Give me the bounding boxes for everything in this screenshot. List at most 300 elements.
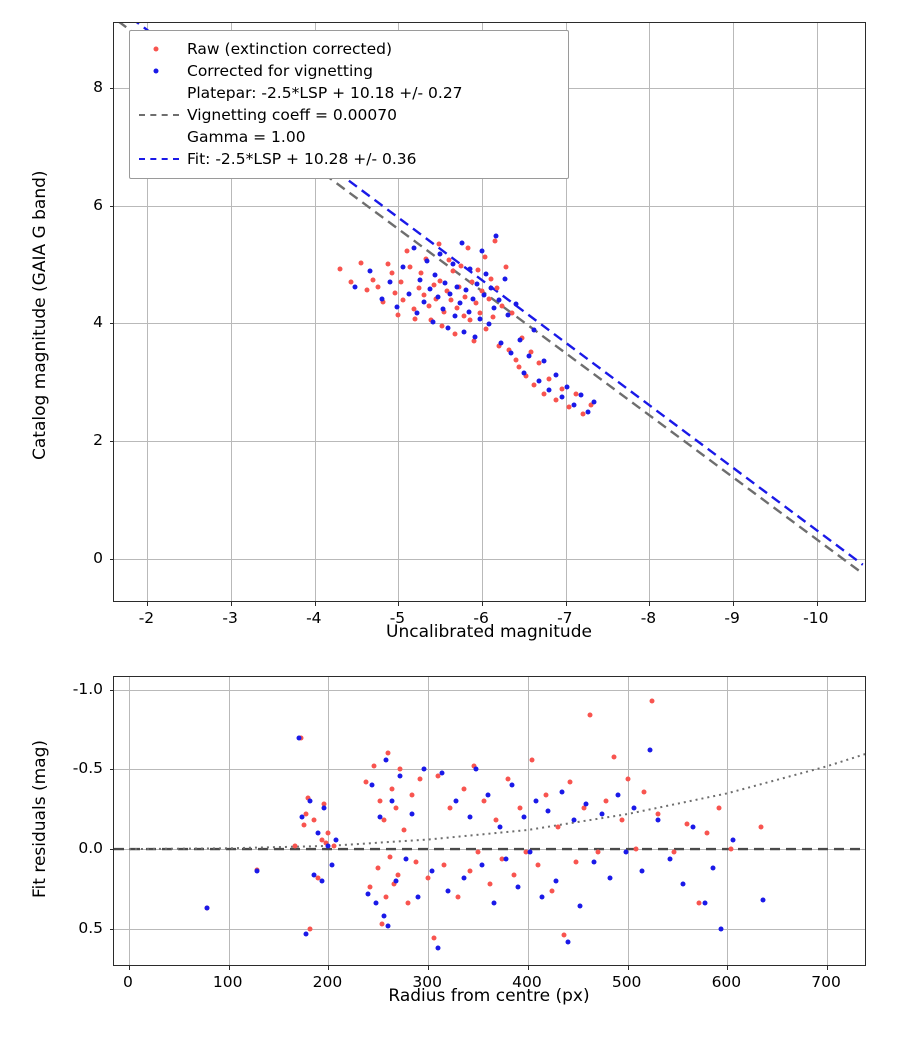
data-point [497,824,502,829]
data-point [475,268,480,273]
data-point [499,341,504,346]
data-point [547,388,552,393]
data-point [430,869,435,874]
data-point [254,869,259,874]
data-point [446,888,451,893]
data-point [204,906,209,911]
data-point [492,238,497,243]
data-point [639,869,644,874]
legend-label-platepar [187,82,463,148]
tick-label-x: 700 [811,973,841,991]
data-point [478,310,483,315]
data-point [292,843,297,848]
data-point [382,914,387,919]
tick-mark-x [328,966,329,970]
data-point [394,805,399,810]
tick-mark-x [129,966,130,970]
data-point [516,364,521,369]
data-point [398,767,403,772]
data-point [474,301,479,306]
data-point [453,314,458,319]
data-point [475,282,480,287]
data-point [503,265,508,270]
data-point [386,923,391,928]
data-point [537,379,542,384]
data-point [418,776,423,781]
data-point [559,395,564,400]
data-point [461,314,466,319]
data-point [545,808,550,813]
data-point [573,859,578,864]
data-point [535,863,540,868]
data-point [711,866,716,871]
data-point [380,921,385,926]
data-point [625,776,630,781]
data-point [542,391,547,396]
data-point [477,316,482,321]
data-point [296,735,301,740]
tick-mark-x [229,966,230,970]
data-point [515,885,520,890]
legend-item-corrected [139,60,559,82]
data-point [465,245,470,250]
data-point [455,284,460,289]
data-point [532,383,537,388]
data-point [633,847,638,852]
data-point [526,354,531,359]
tick-label-x: 300 [412,973,442,991]
data-point [533,799,538,804]
data-point [406,291,411,296]
tick-mark-y [110,441,114,442]
data-point [422,767,427,772]
tick-mark-x [315,602,316,606]
data-point [482,255,487,260]
data-point [448,291,453,296]
data-point [452,331,457,336]
data-point [455,305,460,310]
data-point [484,327,489,332]
data-point [432,936,437,941]
tick-mark-x [628,966,629,970]
data-point [585,409,590,414]
data-point [509,350,514,355]
data-point [337,267,342,272]
legend-marker-raw [139,42,179,56]
data-point [491,901,496,906]
data-point [592,400,597,405]
data-point [542,358,547,363]
ax2-plot-area [114,677,865,965]
data-point [302,823,307,828]
data-point [655,818,660,823]
data-point [445,326,450,331]
data-point [486,322,491,327]
data-point [555,824,560,829]
data-point [300,815,305,820]
data-point [460,241,465,246]
line-vignetting-curve [129,753,865,849]
data-point [379,296,384,301]
data-point [308,799,313,804]
tick-mark-x [231,602,232,606]
data-point [326,843,331,848]
data-point [731,837,736,842]
data-point [461,329,466,334]
data-point [454,799,459,804]
data-point [466,309,471,314]
ax2-xlabel: Radius from centre (px) [388,986,590,1006]
data-point [428,287,433,292]
data-point [543,792,548,797]
tick-mark-x [733,602,734,606]
tick-label-x: 400 [512,973,542,991]
data-point [482,799,487,804]
ax1-xlabel: Uncalibrated magnitude [386,622,592,642]
data-point [521,815,526,820]
data-point [378,815,383,820]
data-point [320,878,325,883]
data-point [388,855,393,860]
data-point [565,939,570,944]
data-point [352,284,357,289]
data-point [366,891,371,896]
tick-label-x: 600 [711,973,742,991]
tick-mark-x [827,966,828,970]
tick-label-y: 6 [93,195,103,214]
data-point [463,294,468,299]
data-point [717,805,722,810]
data-point [322,805,327,810]
data-point [539,894,544,899]
data-point [448,805,453,810]
data-point [358,261,363,266]
tick-label-x: -5 [389,609,406,627]
fit-residuals-axes [113,676,866,966]
data-point [489,285,494,290]
data-point [364,288,369,293]
tick-label-y: 4 [93,313,103,332]
data-point [473,335,478,340]
tick-label-x: -3 [222,609,238,627]
data-point [436,241,441,246]
legend-marker-platepar [139,82,179,148]
data-point [467,318,472,323]
data-point [559,789,564,794]
tick-mark-x [817,602,818,606]
data-point [393,290,398,295]
data-point [390,786,395,791]
legend-item-fit [139,148,559,170]
data-point [486,296,491,301]
tick-label-y: 2 [93,431,103,450]
data-point [549,888,554,893]
legend-label-corrected: Corrected for vignetting [187,62,373,80]
data-point [521,370,526,375]
data-point [503,856,508,861]
data-point [364,780,369,785]
data-point [433,273,438,278]
data-point [382,818,387,823]
data-point [386,751,391,756]
data-point [641,789,646,794]
tick-mark-x [398,602,399,606]
legend-platepar-line3: Gamma = 1.00 [187,128,306,146]
data-point [464,288,469,293]
data-point [396,872,401,877]
data-point [312,818,317,823]
data-point [406,901,411,906]
data-point [578,393,583,398]
tick-mark-y [110,206,114,207]
tick-label-y: 0.5 [78,918,103,937]
data-point [591,859,596,864]
tick-label-x: 0 [123,973,133,991]
data-point [326,831,331,836]
data-point [424,259,429,264]
data-point [553,878,558,883]
data-point [565,384,570,389]
data-point [440,306,445,311]
data-point [370,783,375,788]
data-point [421,293,426,298]
tick-mark-y [110,929,114,930]
data-point [411,245,416,250]
data-point [532,328,537,333]
legend-marker-fit [139,152,179,166]
data-point [468,815,473,820]
data-point [316,831,321,836]
data-point [495,285,500,290]
data-point [410,792,415,797]
tick-label-x: -8 [640,609,657,627]
data-point [414,310,419,315]
tick-mark-x [147,602,148,606]
data-point [647,748,652,753]
data-point [681,882,686,887]
data-point [368,269,373,274]
data-point [384,757,389,762]
data-point [414,859,419,864]
tick-mark-y [110,88,114,89]
data-point [394,304,399,309]
tick-label-x: -10 [803,609,829,627]
data-point [457,301,462,306]
tick-mark-x [428,966,429,970]
data-point [426,303,431,308]
data-point [577,904,582,909]
data-point [691,824,696,829]
data-point [312,872,317,877]
data-point [449,297,454,302]
data-point [404,856,409,861]
data-point [372,764,377,769]
data-point [462,786,467,791]
data-point [599,812,604,817]
trend-lines [114,677,865,965]
data-point [468,869,473,874]
tick-mark-x [649,602,650,606]
data-point [567,780,572,785]
data-point [456,894,461,899]
tick-label-x: 100 [212,973,243,991]
tick-mark-y [110,849,114,850]
data-point [513,302,518,307]
tick-mark-y [110,559,114,560]
data-point [419,270,424,275]
data-point [410,812,415,817]
data-point [705,831,710,836]
data-point [439,323,444,328]
tick-mark-x [482,602,483,606]
data-point [376,284,381,289]
data-point [390,799,395,804]
data-point [418,277,423,282]
data-point [511,872,516,877]
tick-label-y: -1.0 [72,679,103,698]
data-point [394,878,399,883]
data-point [438,251,443,256]
data-point [527,850,532,855]
data-point [480,249,485,254]
tick-label-x: -4 [306,609,322,627]
data-point [376,866,381,871]
tick-label-x: 200 [312,973,343,991]
data-point [571,818,576,823]
data-point [371,277,376,282]
tick-mark-y [110,690,114,691]
tick-label-y: 0 [93,548,103,567]
tick-mark-x [566,602,567,606]
data-point [761,898,766,903]
data-point [553,397,558,402]
data-point [615,792,620,797]
data-point [396,313,401,318]
data-point [368,885,373,890]
data-point [553,373,558,378]
data-point [572,402,577,407]
tick-mark-y [110,769,114,770]
data-point [398,280,403,285]
data-point [500,303,505,308]
data-point [529,757,534,762]
data-point [413,316,418,321]
legend-label-raw: Raw (extinction corrected) [187,40,393,58]
data-point [374,901,379,906]
data-point [486,792,491,797]
data-point [759,824,764,829]
tick-mark-x [528,966,529,970]
data-point [481,293,486,298]
data-point [401,297,406,302]
data-point [462,875,467,880]
data-point [697,901,702,906]
data-point [719,926,724,931]
data-point [480,863,485,868]
data-point [378,799,383,804]
data-point [729,847,734,852]
data-point [470,296,475,301]
tick-mark-y [110,323,114,324]
data-point [561,933,566,938]
data-point [421,300,426,305]
ax1-ylabel: Catalog magnitude (GAIA G band) [30,170,50,460]
legend-marker-corrected [139,64,179,78]
data-point [623,850,628,855]
data-point [631,805,636,810]
data-point [587,713,592,718]
tick-label-x: -7 [557,609,573,627]
data-point [493,818,498,823]
data-point [334,837,339,842]
data-point [440,770,445,775]
tick-mark-x [727,966,728,970]
data-point [484,271,489,276]
tick-label-x: -6 [473,609,489,627]
data-point [667,856,672,861]
data-point [332,843,337,848]
data-point [416,285,421,290]
legend-platepar-line1: Platepar: -2.5*LSP + 10.18 +/- 0.27 [187,84,463,102]
data-point [476,850,481,855]
data-point [496,297,501,302]
data-point [398,773,403,778]
data-point [386,262,391,267]
data-point [450,269,455,274]
data-point [402,827,407,832]
data-point [671,850,676,855]
data-point [450,262,455,267]
data-point [388,280,393,285]
tick-label-y: 0.0 [78,839,103,858]
ax1-legend [129,30,569,179]
data-point [389,270,394,275]
data-point [595,850,600,855]
data-point [442,863,447,868]
data-point [547,377,552,382]
ax2-ylabel: Fit residuals (mag) [30,740,50,898]
data-point [513,357,518,362]
legend-label-fit: Fit: -2.5*LSP + 10.28 +/- 0.36 [187,150,417,168]
data-point [426,875,431,880]
tick-label-y: 8 [93,77,103,96]
data-point [384,894,389,899]
data-point [408,265,413,270]
tick-label-x: -2 [138,609,155,627]
data-point [685,821,690,826]
data-point [649,698,654,703]
data-point [505,776,510,781]
data-point [304,931,309,936]
data-point [491,305,496,310]
legend-item-platepar [139,82,559,148]
data-point [459,263,464,268]
legend-item-raw [139,38,559,60]
data-point [603,799,608,804]
data-point [509,783,514,788]
tick-label-y: -0.5 [72,759,103,778]
data-point [404,249,409,254]
data-point [491,315,496,320]
data-point [506,313,511,318]
legend-platepar-line2: Vignetting coeff = 0.00070 [187,106,397,124]
data-point [308,926,313,931]
data-point [611,754,616,759]
data-point [430,320,435,325]
data-point [619,818,624,823]
data-point [607,875,612,880]
data-point [488,277,493,282]
